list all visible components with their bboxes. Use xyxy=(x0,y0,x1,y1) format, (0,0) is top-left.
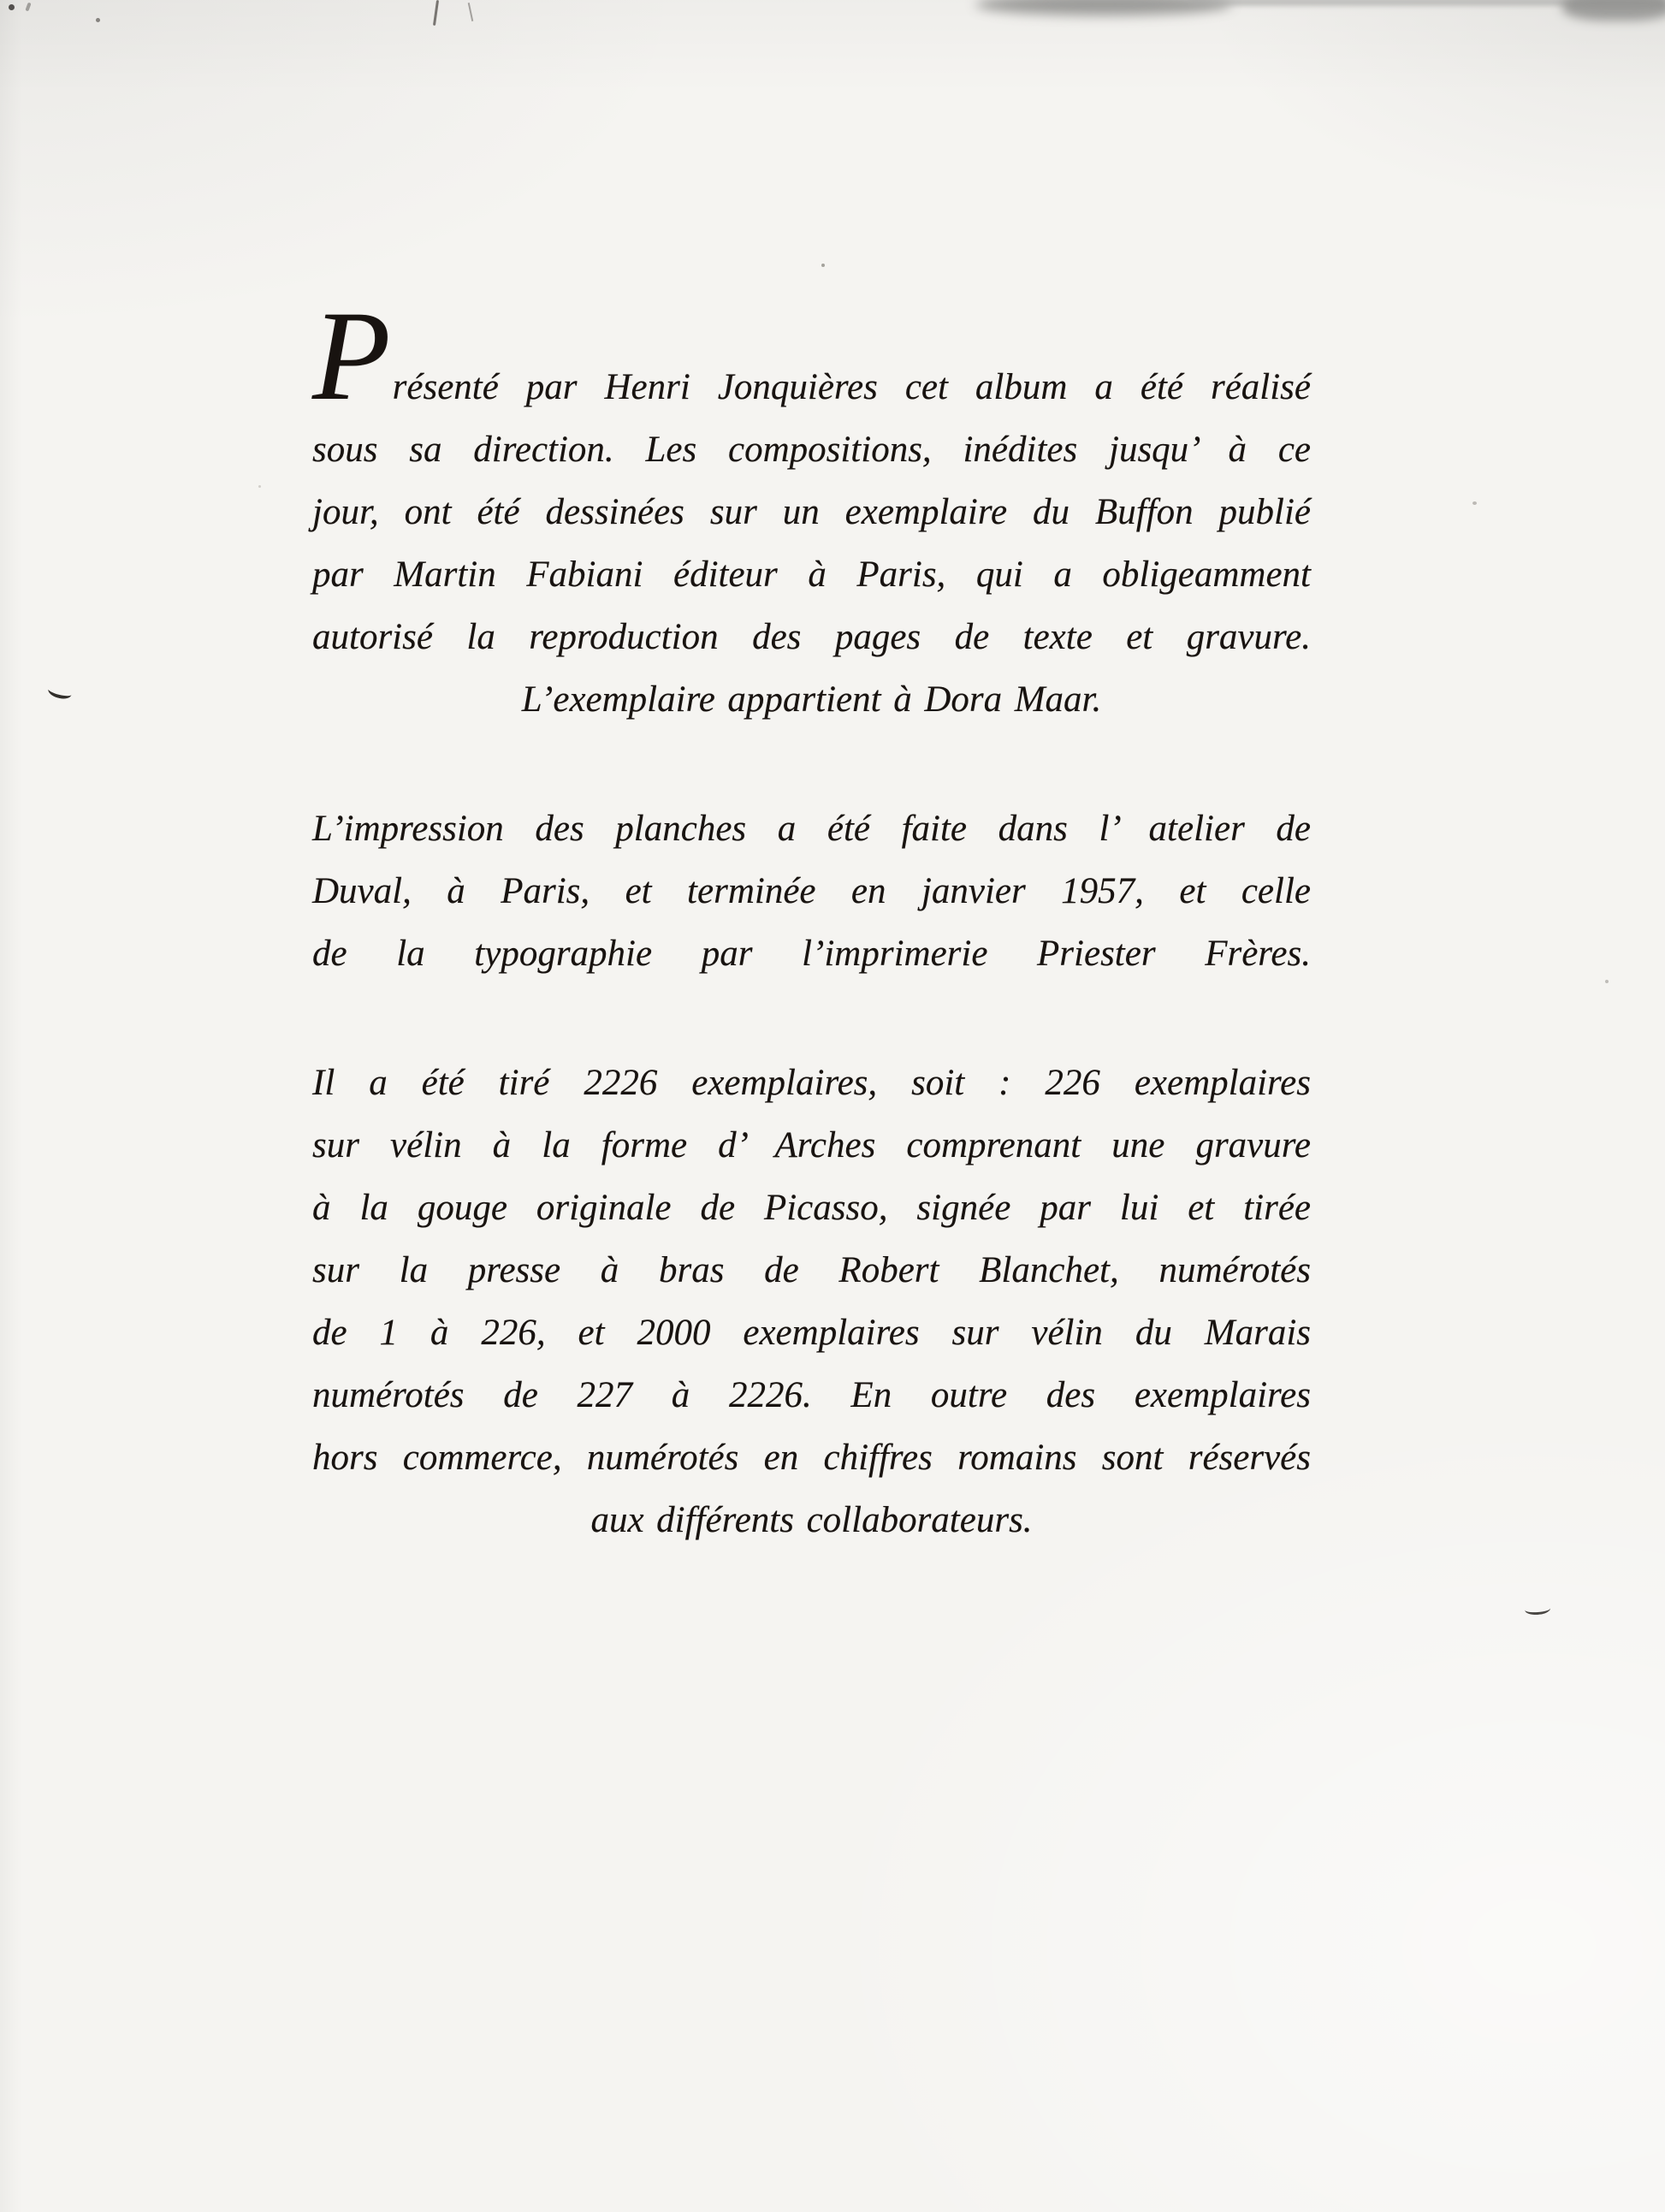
text-line xyxy=(312,285,1311,427)
text-line: autorisé la reproduction des pages de texte et gravure. xyxy=(312,617,1311,657)
text-line: de 1 à 226, et 2000 exemplaires sur vélin du Marais xyxy=(312,1313,1311,1353)
text-line: à la gouge originale de Picasso, signée par lui et tirée xyxy=(312,1188,1311,1228)
text-line: aux différents collaborateurs. xyxy=(590,1500,1033,1540)
colophon-text-block xyxy=(312,285,1311,1551)
scan-speck xyxy=(433,0,439,26)
scan-smudge-top-right-corner xyxy=(1562,0,1665,21)
initial-cap: P xyxy=(312,285,393,427)
text-line-content: résenté par Henri Jonquières cet album a été réalisé xyxy=(392,367,1311,407)
scan-speck xyxy=(9,4,15,10)
paragraph-presentation xyxy=(312,285,1311,731)
scan-speck xyxy=(468,3,474,21)
scan-speck xyxy=(25,3,31,12)
scan-smudge-top-line xyxy=(1189,0,1665,6)
text-line: par Martin Fabiani éditeur à Paris, qui a obligeamment xyxy=(312,554,1311,595)
paragraph-printing xyxy=(312,798,1311,985)
paragraph-edition xyxy=(312,1052,1311,1551)
scan-speck xyxy=(1472,501,1477,505)
text-line: sous sa direction. Les compositions, inédites jusqu’ à ce xyxy=(312,430,1311,470)
scan-speck xyxy=(258,485,261,488)
text-line: numérotés de 227 à 2226. En outre des exemplaires xyxy=(312,1375,1311,1415)
text-line: sur la presse à bras de Robert Blanchet, numérotés xyxy=(312,1250,1311,1290)
scan-smudge-top xyxy=(975,0,1232,15)
text-line: L’impression des planches a été faite dans l’ atelier de xyxy=(312,809,1311,849)
scan-speck xyxy=(1605,980,1609,983)
text-line: sur vélin à la forme d’ Arches comprenant une gravure xyxy=(312,1125,1311,1165)
text-line: jour, ont été dessinées sur un exemplaire du Buffon publié xyxy=(312,492,1311,532)
text-line: Il a été tiré 2226 exemplaires, soit : 226 exemplaires xyxy=(312,1063,1311,1103)
text-line: hors commerce, numérotés en chiffres romains sont réservés xyxy=(312,1438,1311,1478)
scan-speck xyxy=(96,18,100,22)
scan-speck xyxy=(821,264,825,267)
text-line: de la typographie par l’imprimerie Priester Frères. xyxy=(312,934,1311,974)
text-line: L’exemplaire appartient à Dora Maar. xyxy=(521,679,1102,720)
scan-stray-mark xyxy=(47,683,74,701)
text-line: Duval, à Paris, et terminée en janvier 1957, et celle xyxy=(312,871,1311,911)
scan-stray-mark xyxy=(1525,1603,1551,1616)
